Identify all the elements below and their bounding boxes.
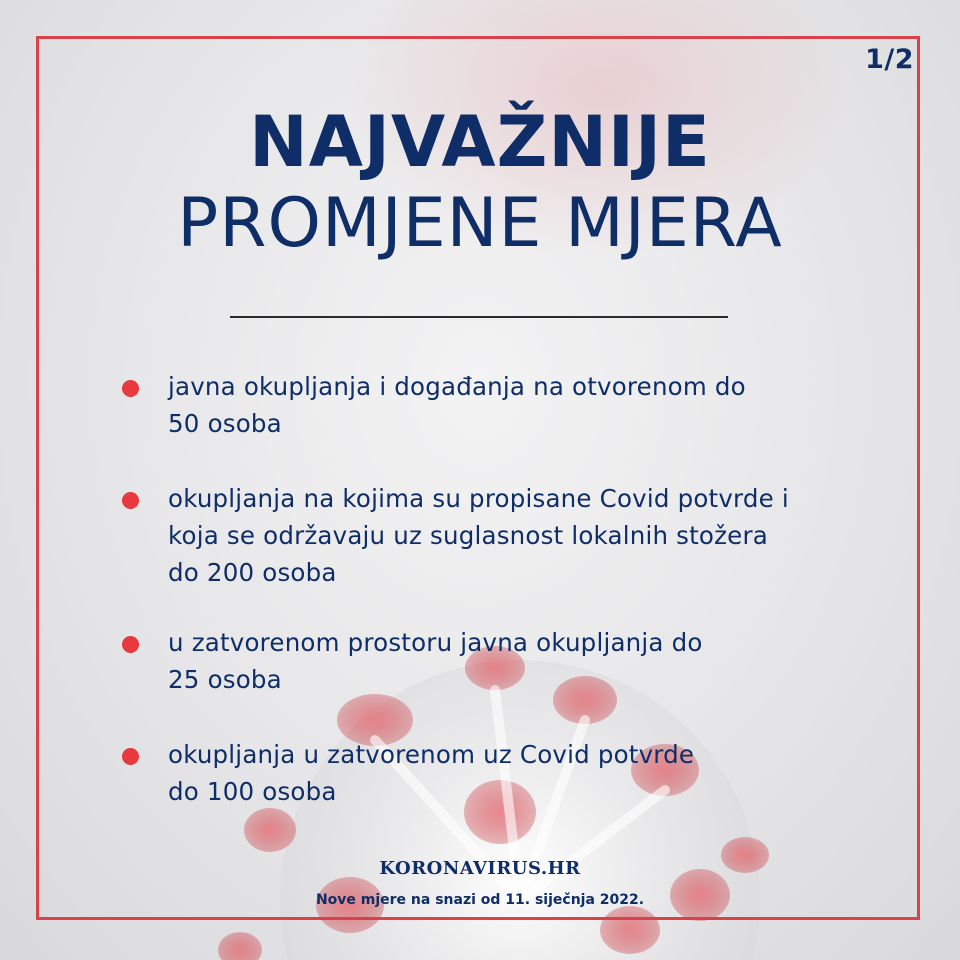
footer-site-name: KORONAVIRUS.HR xyxy=(379,858,581,879)
page-title xyxy=(0,100,960,264)
footer-note: Nove mjere na snazi od 11. siječnja 2022. xyxy=(315,892,645,908)
bullet-dot-icon xyxy=(122,492,139,509)
bullet-dot-icon xyxy=(122,380,139,397)
title-line-1: NAJVAŽNIJE xyxy=(249,101,711,183)
list-item-text: javna okupljanja i događanja na otvorenom do 50 osoba xyxy=(168,372,746,438)
list-item-text: u zatvorenom prostoru javna okupljanja do 25 osoba xyxy=(168,628,703,694)
list-item-text: okupljanja u zatvorenom uz Covid potvrde do 100 osoba xyxy=(168,740,695,806)
list-item-text: okupljanja na kojima su propisane Covid potvrde i koja se održavaju uz suglasnost lokalnih stožera do 200 osoba xyxy=(168,484,789,587)
bullet-dot-icon xyxy=(122,636,139,653)
bullet-dot-icon xyxy=(122,748,139,765)
page-indicator: 1/2 xyxy=(865,44,914,75)
title-line-2: PROMJENE MJERA xyxy=(177,184,783,263)
title-divider xyxy=(230,316,728,318)
